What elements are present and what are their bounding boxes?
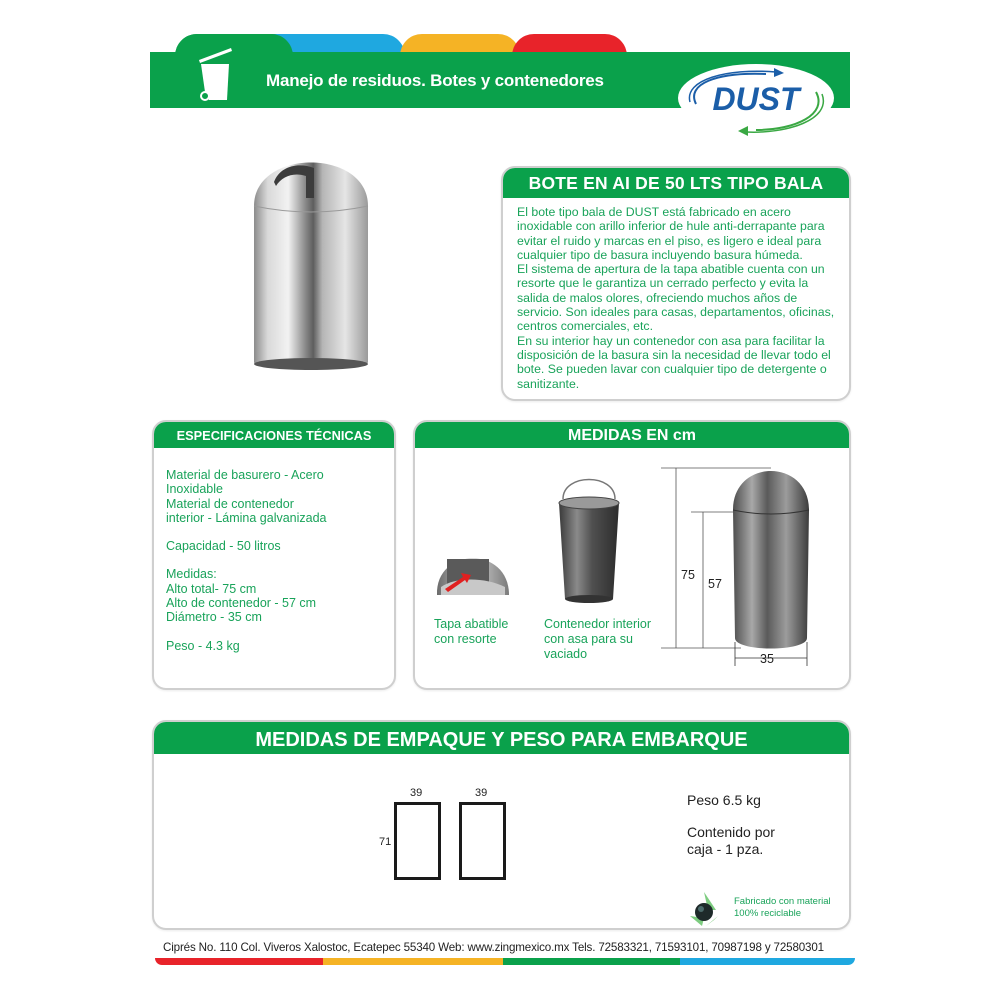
footer-bar-red bbox=[155, 958, 323, 965]
dust-logo[interactable] bbox=[676, 64, 836, 140]
spec-line: Peso - 4.3 kg bbox=[166, 638, 240, 653]
spec-group-weight bbox=[166, 639, 384, 653]
trash-bin-icon bbox=[195, 42, 235, 104]
description-line: evitar el ruido y marcas en el piso, es ligero e ideal para bbox=[517, 233, 822, 248]
measures-panel bbox=[413, 420, 851, 690]
inner-container-image bbox=[557, 477, 621, 605]
packing-title: MEDIDAS DE EMPAQUE Y PESO PARA EMBARQUE bbox=[154, 722, 849, 754]
packing-panel bbox=[152, 720, 851, 930]
box-width-label-1: 39 bbox=[410, 787, 423, 799]
content-line: Contenido por bbox=[687, 824, 775, 840]
spec-group-material bbox=[166, 468, 384, 525]
product-description bbox=[503, 198, 849, 391]
spec-line: Alto de contenedor - 57 cm bbox=[166, 596, 317, 611]
caption-line: Tapa abatible bbox=[434, 617, 509, 631]
caption-line: con resorte bbox=[434, 632, 497, 646]
logo-text: DUST bbox=[712, 81, 800, 117]
content-line: caja - 1 pza. bbox=[687, 841, 764, 857]
spec-line: interior - Lámina galvanizada bbox=[166, 510, 327, 525]
description-line: disposición de la basura sin la necesidad de llevar todo el bbox=[517, 347, 831, 362]
specs-panel bbox=[152, 420, 396, 690]
description-panel bbox=[501, 166, 851, 401]
product-image bbox=[252, 148, 370, 374]
spec-group-dimensions bbox=[166, 567, 384, 624]
spec-line: Material de basurero - Acero Inoxidable bbox=[166, 468, 324, 497]
footer-address: Ciprés No. 110 Col. Viveros Xalostoc, Ecatepec 55340 Web: www.zingmexico.mx Tels. 72583321, 71593101, 70987198 y 72580301 bbox=[163, 941, 824, 954]
product-title: BOTE EN AI DE 50 LTS TIPO BALA bbox=[503, 168, 849, 198]
packing-content bbox=[687, 824, 775, 858]
box-side-outline bbox=[459, 802, 506, 880]
box-front-outline bbox=[394, 802, 441, 880]
spec-line: Medidas: bbox=[166, 567, 217, 582]
spec-line: Diámetro - 35 cm bbox=[166, 610, 262, 625]
description-line: centros comerciales, etc. bbox=[517, 319, 653, 334]
lid-image bbox=[435, 537, 511, 601]
description-line: El sistema de apertura de la tapa abatible cuenta con un bbox=[517, 262, 825, 277]
description-line: resorte que le garantiza un cerrado perfecto y evita la bbox=[517, 276, 809, 291]
description-line: El bote tipo bala de DUST está fabricado en acero bbox=[517, 205, 791, 219]
total-height-label: 75 bbox=[681, 568, 695, 582]
description-line: servicio. Son ideales para casas, departamentos, oficinas, bbox=[517, 305, 835, 320]
caption-line: vaciado bbox=[544, 647, 588, 661]
packing-weight: Peso 6.5 kg bbox=[687, 792, 761, 808]
container-height-label: 57 bbox=[708, 577, 722, 591]
measures-title: MEDIDAS EN cm bbox=[415, 422, 849, 448]
description-line: En su interior hay un contenedor con asa para facilitar la bbox=[517, 333, 825, 348]
description-line: bote. Se pueden lavar con cualquier tipo de detergente o bbox=[517, 362, 827, 377]
inner-container-caption bbox=[544, 617, 651, 662]
spec-line: Alto total- 75 cm bbox=[166, 581, 257, 596]
description-line: cualquier tipo de basura incluyendo basura húmeda. bbox=[517, 247, 803, 262]
footer-bar-green bbox=[503, 958, 680, 965]
footer-bar-yellow bbox=[323, 958, 503, 965]
description-line: inoxidable con arillo inferior de hule anti-derrapante para bbox=[517, 219, 825, 234]
specs-title: ESPECIFICACIONES TÉCNICAS bbox=[154, 422, 394, 448]
recycle-line: 100% reciclable bbox=[734, 908, 802, 919]
recycle-caption bbox=[734, 896, 831, 920]
box-height-label: 71 bbox=[379, 836, 392, 848]
spec-group-capacity bbox=[166, 539, 384, 553]
specs-body bbox=[154, 448, 394, 653]
recycle-icon bbox=[686, 890, 722, 928]
recycle-line: Fabricado con material bbox=[734, 896, 831, 907]
footer-bar-blue bbox=[680, 958, 855, 965]
caption-line: con asa para su bbox=[544, 632, 633, 646]
description-line: salida de malos olores, ofreciendo muchos años de bbox=[517, 290, 798, 305]
description-line: sanitizante. bbox=[517, 376, 580, 391]
header-title: Manejo de residuos. Botes y contenedores bbox=[266, 71, 604, 90]
caption-line: Contenedor interior bbox=[544, 617, 652, 631]
spec-line: Capacidad - 50 litros bbox=[166, 539, 281, 554]
diameter-label: 35 bbox=[760, 652, 774, 666]
spec-line: Material de contenedor bbox=[166, 496, 294, 511]
box-width-label-2: 39 bbox=[475, 787, 488, 799]
lid-caption bbox=[434, 617, 508, 647]
